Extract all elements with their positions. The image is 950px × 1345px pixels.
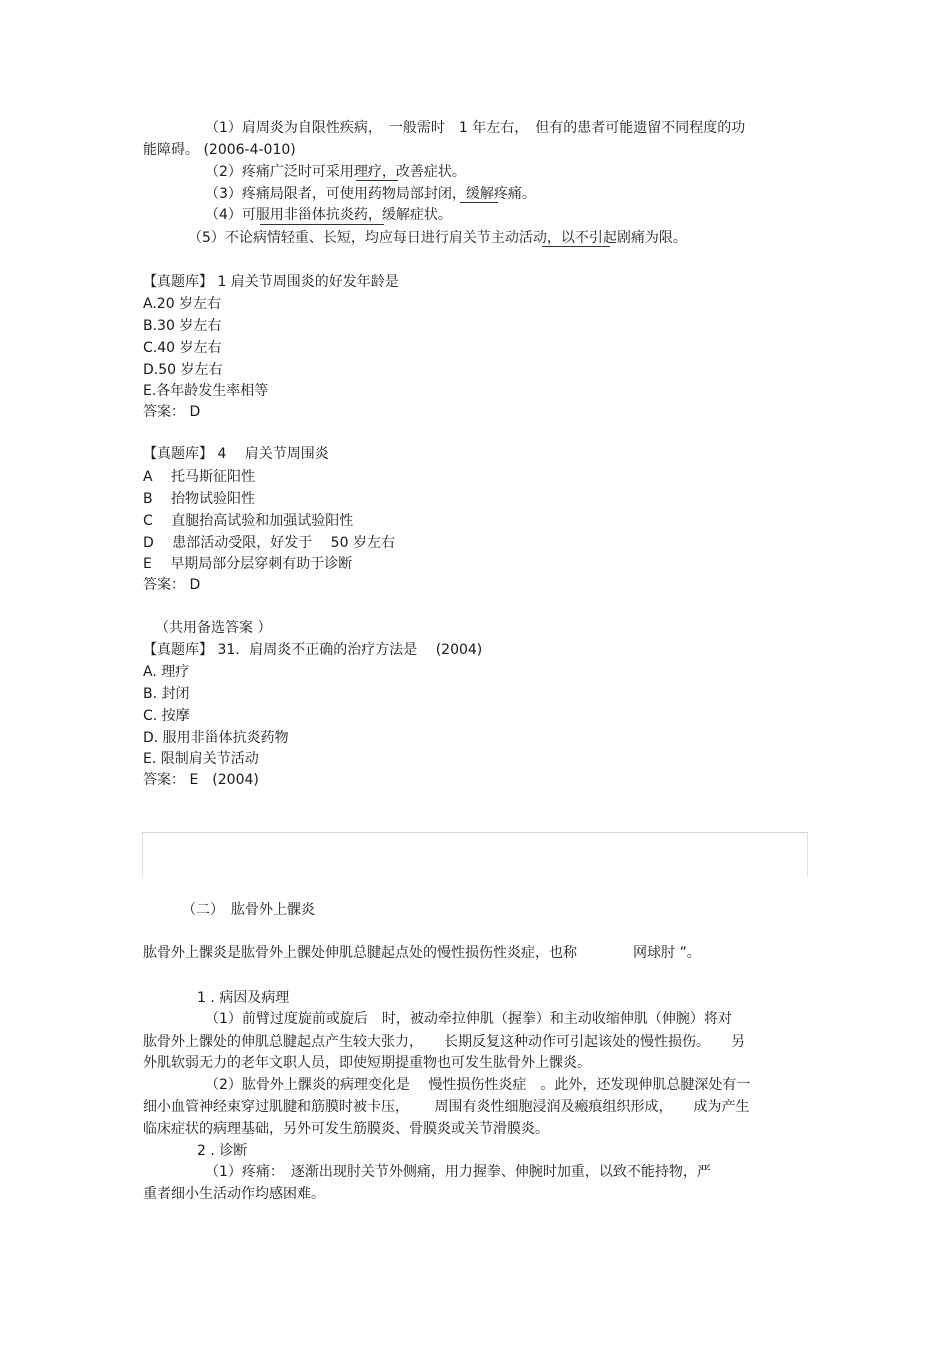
question-1-option-b: B.30 岁左右 — [143, 318, 222, 334]
question-2-option-c: C 直腿抬高试验和加强试验阳性 — [143, 513, 354, 529]
subheading-etiology: 1 . 病因及病理 — [197, 990, 290, 1006]
question-2-option-a: A 托马斯征阳性 — [143, 469, 256, 485]
question-1-option-e: E.各年龄发生率相等 — [143, 383, 269, 399]
section-heading: （二） 肱骨外上髁炎 — [182, 902, 315, 918]
etiology-para-1-line-3: 外肌软弱无力的老年文职人员，即使短期提重物也可发生肱骨外上髁炎。 — [143, 1055, 591, 1071]
question-3-option-e: E. 限制肩关节活动 — [143, 751, 259, 767]
question-1-option-d: D.50 岁左右 — [143, 362, 223, 378]
treatment-item-1-cont: 能障碍。 (2006-4-010) — [143, 142, 296, 158]
underline-mark — [356, 180, 398, 181]
question-1-answer: 答案： D — [143, 404, 201, 420]
underline-mark — [460, 202, 498, 203]
subheading-diagnosis: 2 . 诊断 — [197, 1143, 248, 1159]
shared-options-note: （共用备选答案 ） — [155, 620, 272, 636]
etiology-para-1-line-2: 肱骨外上髁处的伸肌总腱起点产生较大张力， 长期反复这种动作可引起该处的慢性损伤。 另 — [143, 1034, 745, 1050]
diagnosis-para-1-line-1: （1）疼痛： 逐渐出现肘关节外侧痛，用力握拳、伸腕时加重，以致不能持物，严 — [205, 1164, 711, 1180]
question-1-option-a: A.20 岁左右 — [143, 296, 222, 312]
treatment-item-5: （5）不论病情轻重、长短，均应每日进行肩关节主动活动，以不引起剧痛为限。 — [188, 230, 687, 246]
etiology-para-1-line-1: （1）前臂过度旋前或旋后 时，被动牵拉伸肌（握拳）和主动收缩伸肌（伸腕）将对 — [205, 1011, 732, 1027]
diagnosis-para-1-line-2: 重者细小生活动作均感困难。 — [143, 1186, 325, 1202]
etiology-para-2-line-2: 细小血管神经束穿过肌腱和筋膜时被卡压， 周围有炎性细胞浸润及瘢痕组织形成， 成为产生 — [143, 1099, 750, 1115]
question-3-answer: 答案： E (2004) — [143, 772, 259, 788]
section-intro: 肱骨外上髁炎是肱骨外上髁处伸肌总腱起点处的慢性损伤性炎症，也称 网球肘 ”。 — [143, 945, 701, 961]
empty-frame — [142, 832, 808, 877]
underline-mark — [260, 224, 384, 225]
treatment-item-1: （1）肩周炎为自限性疾病， 一般需时 1 年左右， 但有的患者可能遗留不同程度的功 — [205, 120, 746, 136]
treatment-item-4: （4）可服用非甾体抗炎药，缓解症状。 — [205, 207, 452, 223]
question-1-stem: 【真题库】 1 肩关节周围炎的好发年龄是 — [143, 274, 399, 290]
question-1-option-c: C.40 岁左右 — [143, 340, 222, 356]
etiology-para-2-line-3: 临床症状的病理基础，另外可发生筋膜炎、骨膜炎或关节滑膜炎。 — [143, 1121, 549, 1137]
etiology-para-2-line-1: （2）肱骨外上髁炎的病理变化是 慢性损伤性炎症 。此外，还发现伸肌总腱深处有一 — [205, 1077, 751, 1093]
question-3-option-b: B. 封闭 — [143, 686, 190, 702]
treatment-item-3: （3）疼痛局限者，可使用药物局部封闭，缓解疼痛。 — [205, 186, 536, 202]
question-2-option-d: D 患部活动受限，好发于 50 岁左右 — [143, 535, 395, 551]
question-2-stem: 【真题库】 4 肩关节周围炎 — [143, 446, 329, 462]
question-3-stem: 【真题库】 31．肩周炎不正确的治疗方法是 (2004) — [143, 642, 483, 658]
question-3-option-d: D. 服用非甾体抗炎药物 — [143, 730, 289, 746]
question-3-option-c: C. 按摩 — [143, 708, 190, 724]
question-3-option-a: A. 理疗 — [143, 664, 190, 680]
treatment-item-2: （2）疼痛广泛时可采用理疗，改善症状。 — [205, 164, 466, 180]
question-2-option-e: E 早期局部分层穿刺有助于诊断 — [143, 556, 353, 572]
underline-mark — [542, 246, 610, 247]
question-2-answer: 答案： D — [143, 577, 201, 593]
question-2-option-b: B 抬物试验阳性 — [143, 491, 256, 507]
